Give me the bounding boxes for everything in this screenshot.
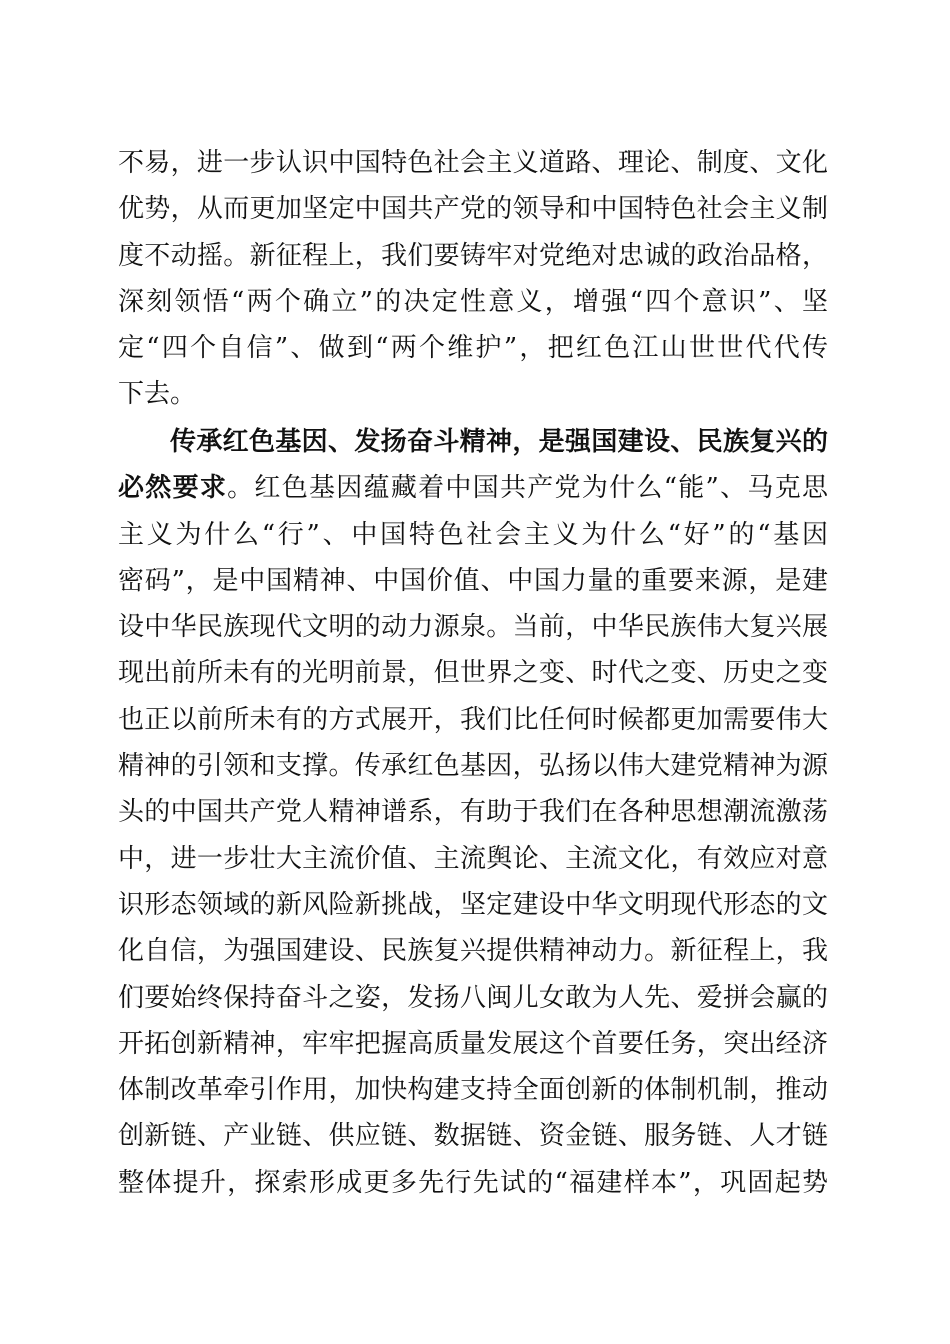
text-line: 密码”，是中国精神、中国价值、中国力量的重要来源，是建: [118, 565, 828, 596]
text-line: 主义为什么“行”、中国特色社会主义为什么“好”的“基因: [118, 519, 828, 550]
text-run: 。红色基因蕴藏着中国共产党为什么“能”、马克思: [227, 473, 828, 504]
text-line: 深刻领悟“两个确立”的决定性意义，增强“四个意识”、坚: [118, 286, 828, 317]
text-line: 整体提升，探索形成更多先行先试的“福建样本”，巩固起势: [118, 1167, 828, 1198]
text-line: 不易，进一步认识中国特色社会主义道路、理论、制度、文化: [118, 148, 828, 178]
text-line: 创新链、产业链、供应链、数据链、资金链、服务链、人才链: [118, 1121, 828, 1152]
paragraph-continued: [118, 140, 828, 418]
paragraph-main: [118, 419, 828, 1206]
bold-heading-end: 必然要求: [118, 473, 228, 504]
text-line: 开拓创新精神，牢牢把握高质量发展这个首要任务，突出经济: [118, 1028, 828, 1059]
text-line: 精神的引领和支撑。传承红色基因，弘扬以伟大建党精神为源: [118, 751, 828, 782]
text-line: 优势，从而更加坚定中国共产党的领导和中国特色社会主义制: [118, 194, 828, 225]
text-line: 也正以前所未有的方式展开，我们比任何时候都更加需要伟大: [118, 704, 828, 735]
text-line: 识形态领域的新风险新挑战，坚定建设中华文明现代形态的文: [118, 889, 828, 920]
text-line: 设中华民族现代文明的动力源泉。当前，中华民族伟大复兴展: [118, 612, 828, 643]
text-line: 化自信，为强国建设、民族复兴提供精神动力。新征程上，我: [118, 936, 828, 967]
text-line: 体制改革牵引作用，加快构建支持全面创新的体制机制，推动: [118, 1075, 828, 1106]
text-line: 中，进一步壮大主流价值、主流舆论、主流文化，有效应对意: [118, 843, 828, 874]
text-line: 下去。: [118, 379, 197, 410]
text-line: 们要始终保持奋斗之姿，发扬八闽儿女敢为人先、爱拼会赢的: [118, 982, 828, 1013]
text-line: 定“四个自信”、做到“两个维护”，把红色江山世世代代传: [118, 333, 828, 364]
bold-heading-line: 传承红色基因、发扬奋斗精神，是强国建设、民族复兴的: [170, 427, 828, 457]
text-line: 头的中国共产党人精神谱系，有助于我们在各种思想潮流激荡: [118, 797, 828, 828]
text-line: 度不动摇。新征程上，我们要铸牢对党绝对忠诚的政治品格，: [118, 240, 828, 271]
text-line-mixed: [118, 465, 828, 511]
text-line: 现出前所未有的光明前景，但世界之变、时代之变、历史之变: [118, 658, 828, 689]
